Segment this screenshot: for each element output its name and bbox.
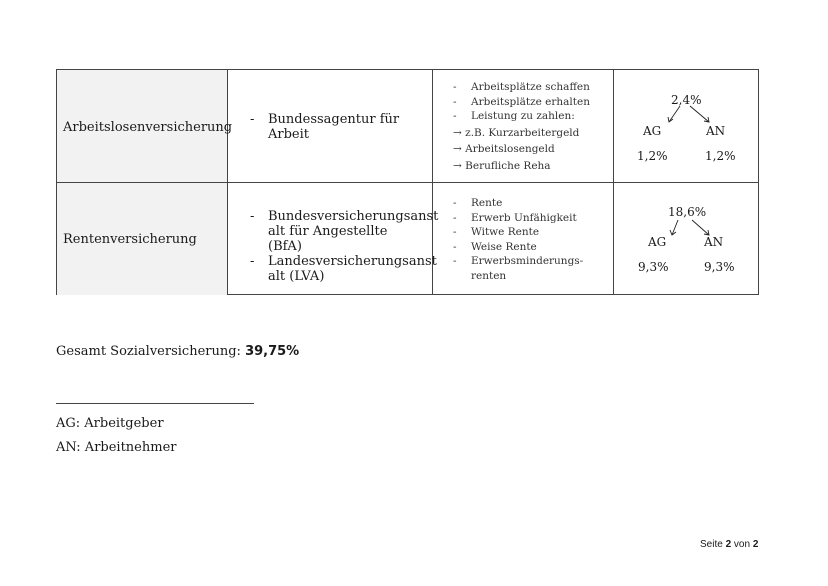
split-ag-value: 1,2% <box>637 149 668 163</box>
benefit-item: → Arbeitslosengeld <box>453 143 555 155</box>
benefits-cell <box>433 183 614 295</box>
insurance-name: Arbeitslosenversicherung <box>63 120 233 135</box>
institution-item: - Bundesversicherungsanst alt für Angestellte (BfA) <box>250 209 410 254</box>
summary-value: 39,75% <box>245 344 300 359</box>
institution-cell <box>228 70 433 182</box>
footnote-divider <box>56 403 254 404</box>
contribution-split-cell <box>614 70 759 182</box>
split-an-label: AN <box>704 235 724 249</box>
summary-label: Gesamt Sozialversicherung: <box>56 344 241 359</box>
split-an-value: 9,3% <box>704 260 735 274</box>
split-total: 18,6% <box>668 205 707 219</box>
page-number <box>700 539 758 550</box>
contribution-split-cell <box>614 183 759 295</box>
insurance-name-cell <box>57 183 228 295</box>
benefit-item: - Erwerbsminderungs-renten <box>453 254 591 283</box>
benefit-item: - Rente <box>453 196 591 211</box>
split-ag-label: AG <box>648 235 667 249</box>
benefit-item: → Berufliche Reha <box>453 159 551 172</box>
split-ag-value: 9,3% <box>638 260 669 274</box>
footnote: AN: Arbeitnehmer <box>56 440 177 455</box>
table-row <box>57 183 758 295</box>
institution-cell <box>228 183 439 295</box>
split-arrows-icon <box>614 70 759 183</box>
footnote: AG: Arbeitgeber <box>56 416 164 431</box>
benefit-item: - Weise Rente <box>453 240 591 255</box>
benefits-cell <box>433 70 614 182</box>
page-prefix: Seite <box>700 539 723 550</box>
page-separator: von <box>733 539 751 550</box>
split-an-value: 1,2% <box>705 149 736 163</box>
split-total: 2,4% <box>671 93 702 107</box>
institution-item: - Landesversicherungsanst alt (LVA) <box>250 254 410 284</box>
benefit-item: - Erwerb Unfähigkeit <box>453 211 591 226</box>
current-page: 2 <box>725 539 732 550</box>
split-ag-label: AG <box>643 124 662 138</box>
benefit-item: - Leistung zu zahlen: <box>453 109 590 124</box>
insurance-name-cell <box>57 70 233 182</box>
arrow-icon: → <box>453 159 462 172</box>
table-row <box>57 70 758 183</box>
total-pages: 2 <box>752 539 759 550</box>
insurance-table <box>56 69 759 295</box>
insurance-name: Rentenversicherung <box>63 232 197 247</box>
total-summary <box>56 344 299 359</box>
arrow-icon: → <box>453 126 462 139</box>
split-an-label: AN <box>706 124 726 138</box>
benefit-item: - Arbeitsplätze schaffen <box>453 80 590 95</box>
benefit-item: - Arbeitsplätze erhalten <box>453 95 590 110</box>
benefit-item: → z.B. Kurzarbeitergeld <box>453 126 580 139</box>
institution-item: - Bundessagentur für Arbeit <box>250 112 425 142</box>
split-arrows-icon <box>614 183 759 295</box>
arrow-icon: → <box>453 143 462 155</box>
benefit-item: - Witwe Rente <box>453 225 591 240</box>
